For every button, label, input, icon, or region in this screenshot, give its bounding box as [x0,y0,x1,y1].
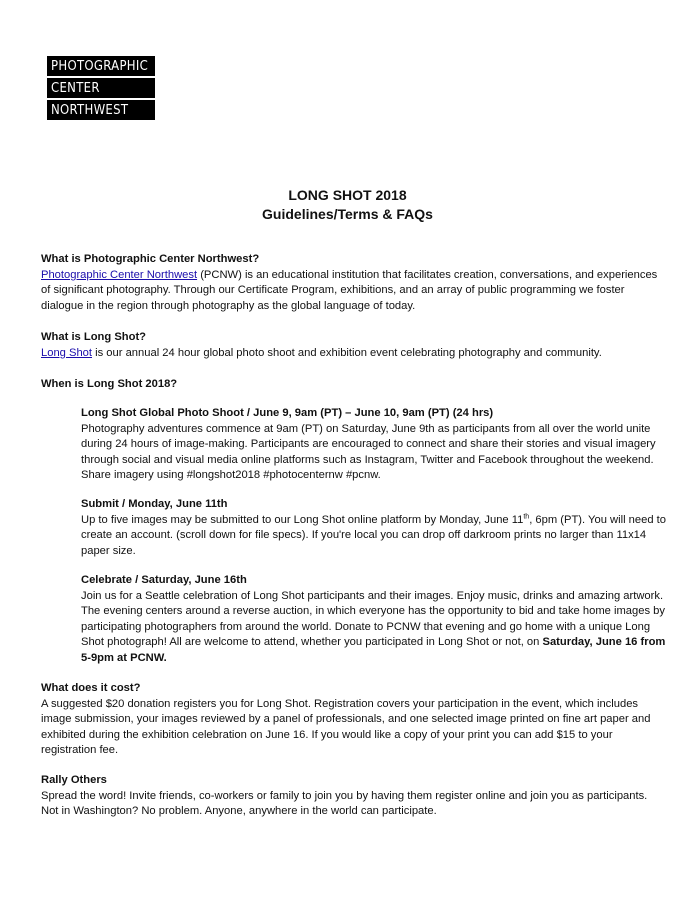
subsection-photo-shoot [81,406,671,484]
title-line-2: Guidelines/Terms & FAQs [262,206,433,222]
subsection-heading: Celebrate / Saturday, June 16th [81,574,247,586]
section-heading: Rally Others [41,774,107,786]
logo-line-1: PHOTOGRAPHIC [47,56,155,76]
section-what-is-pcnw [41,252,661,314]
subsection-heading: Submit / Monday, June 11th [81,498,228,510]
section-heading: What is Long Shot? [41,331,147,343]
section-what-is-long-shot [41,330,661,361]
pcnw-logo [47,56,155,122]
section-body: Long Shot is our annual 24 hour global photo shoot and exhibition event celebrating photography and community. [41,346,602,359]
subsection-celebrate [81,573,671,666]
document-title [0,186,695,224]
subsection-body: Join us for a Seattle celebration of Long Shot participants and their images. Enjoy music, drinks and amazing artwork. The evening centers around a reverse auction, in which everyone has the opportunity to bid and take home images by participating photographers from around the world. Donate to PCNW that evening and go home with a unique Long Shot photograph! All are welcome to attend, whether you participated in Long Shot or not, on Saturday, June 16 from 5-9pm at PCNW. [81,589,666,664]
subsection-body: Up to five images may be submitted to our Long Shot online platform by Monday, June 11th, 6pm (PT). You will need to create an account. (scroll down for file specs). If you're local you can drop off darkroom prints no larger than 11x14 paper size. [81,512,667,557]
long-shot-link[interactable]: Long Shot [41,346,93,359]
title-line-1: LONG SHOT 2018 [288,187,407,203]
section-body: Spread the word! Invite friends, co-workers or family to join you by having them register online and join you as participants. Not in Washington? No problem. Anyone, anywhere in the world can participate. [41,789,648,817]
subsection-submit [81,497,671,559]
section-rally-others [41,773,661,820]
section-heading: When is Long Shot 2018? [41,378,178,390]
section-body: Photographic Center Northwest (PCNW) is an educational institution that facilitates creation, conversations, and experiences of significant photography. Through our Certificate Program, exhibitions, and an array of public programming we foster dialogue in the region through photography as the global language of today. [41,268,658,312]
section-body: A suggested $20 donation registers you for Long Shot. Registration covers your participation in the event, which includes image submission, your images reviewed by a panel of professionals, and one selected image printed on fine art paper and exhibited during the exhibition celebration on June 16. If you would like a copy of your print you can add $15 to your registration fee. [41,697,651,756]
section-when [41,377,661,393]
logo-line-2: CENTER [47,78,155,98]
logo-line-3: NORTHWEST [47,100,155,120]
section-heading: What is Photographic Center Northwest? [41,253,260,265]
section-cost [41,681,661,759]
pcnw-link[interactable]: Photographic Center Northwest [41,268,198,281]
subsection-heading: Long Shot Global Photo Shoot / June 9, 9am (PT) – June 10, 9am (PT) (24 hrs) [81,407,494,419]
subsection-body: Photography adventures commence at 9am (PT) on Saturday, June 9th as participants from all over the world unite during 24 hours of image-making. Participants are encouraged to connect and share their stories and visual imagery through social and visual media online platforms such as Instagram, Twitter and Facebook throughout the weekend. Share imagery using #longshot2018 #photocenternw #pcnw. [81,422,656,481]
section-heading: What does it cost? [41,682,141,694]
